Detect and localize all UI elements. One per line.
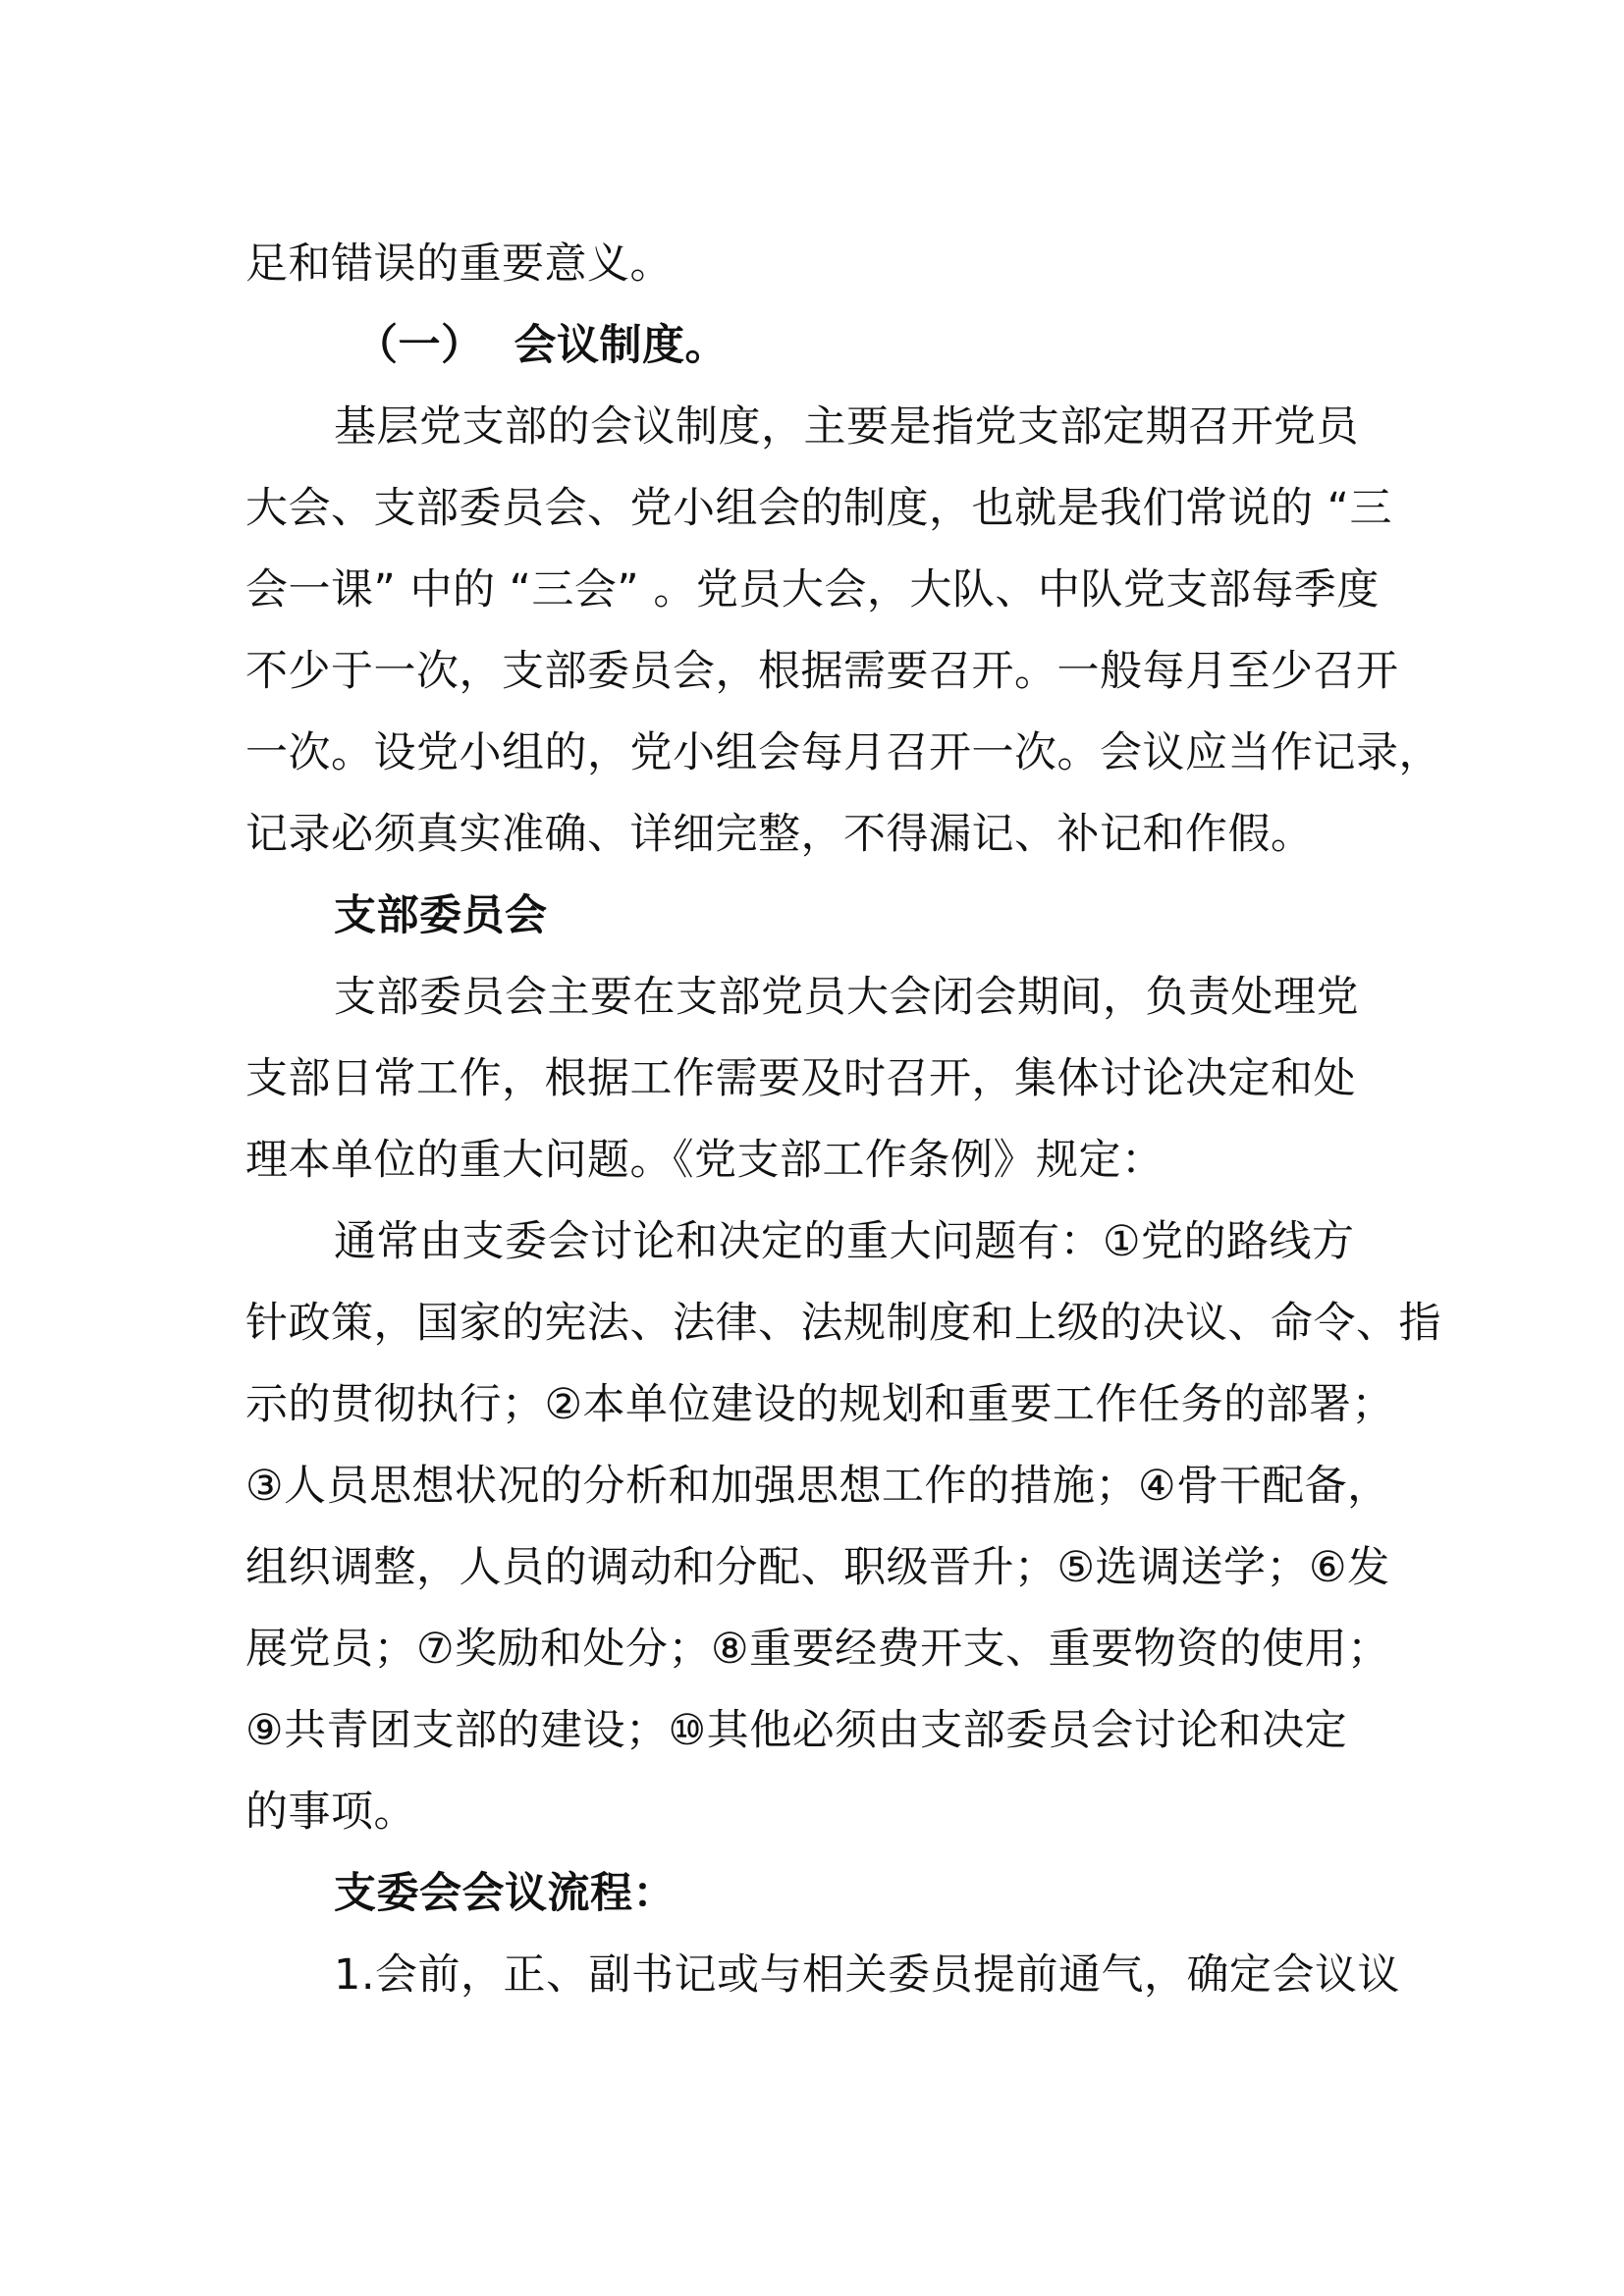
body-line: ③人员思想状况的分析和加强思想工作的措施；④骨干配备， bbox=[245, 1462, 1390, 1511]
body-line: 记录必须真实准确、详细完整，不得漏记、补记和作假。 bbox=[245, 810, 1314, 859]
body-line: 理本单位的重大问题。《党支部工作条例》规定： bbox=[245, 1136, 1164, 1185]
body-line: 展党员；⑦奖励和处分；⑧重要经费开支、重要物资的使用； bbox=[245, 1625, 1390, 1674]
paragraph-first-line: 基层党支部的会议制度，主要是指党支部定期召开党员 bbox=[334, 402, 1359, 452]
body-line: 大会、支部委员会、党小组会的制度，也就是我们常说的 “三 bbox=[245, 484, 1392, 533]
body-line: 一次。设党小组的，党小组会每月召开一次。会议应当作记录， bbox=[245, 728, 1441, 777]
document-page bbox=[245, 224, 1441, 2016]
body-line: 支部日常工作，根据工作需要及时召开，集体讨论决定和处 bbox=[245, 1054, 1356, 1103]
section-heading-meeting-system: （一） 会议制度。 bbox=[355, 321, 728, 370]
subheading-meeting-process: 支委会会议流程： bbox=[334, 1869, 676, 1918]
body-line: 示的贯彻执行；②本单位建设的规划和重要工作任务的部署； bbox=[245, 1380, 1395, 1429]
body-line: 的事项。 bbox=[245, 1788, 416, 1837]
body-line: 针政策，国家的宪法、法律、法规制度和上级的决议、命令、指 bbox=[245, 1299, 1441, 1348]
body-line: 不少于一次，支部委员会，根据需要召开。一般每月至少召开 bbox=[245, 647, 1399, 696]
paragraph-first-line: 支部委员会主要在支部党员大会闭会期间，负责处理党 bbox=[334, 973, 1359, 1022]
body-line: 足和错误的重要意义。 bbox=[245, 240, 673, 289]
subheading-branch-committee: 支部委员会 bbox=[334, 891, 548, 940]
body-line: 组织调整，人员的调动和分配、职级晋升；⑤选调送学；⑥发 bbox=[245, 1543, 1390, 1592]
body-line: 会一课” 中的 “三会” 。党员大会，大队、中队党支部每季度 bbox=[245, 565, 1380, 614]
paragraph-first-line: 1.会前，正、副书记或与相关委员提前通气，确定会议议 bbox=[334, 1950, 1401, 2000]
paragraph-first-line: 通常由支委会讨论和决定的重大问题有：①党的路线方 bbox=[334, 1217, 1355, 1266]
body-line: ⑨共青团支部的建设；⑩其他必须由支部委员会讨论和决定 bbox=[245, 1706, 1348, 1755]
